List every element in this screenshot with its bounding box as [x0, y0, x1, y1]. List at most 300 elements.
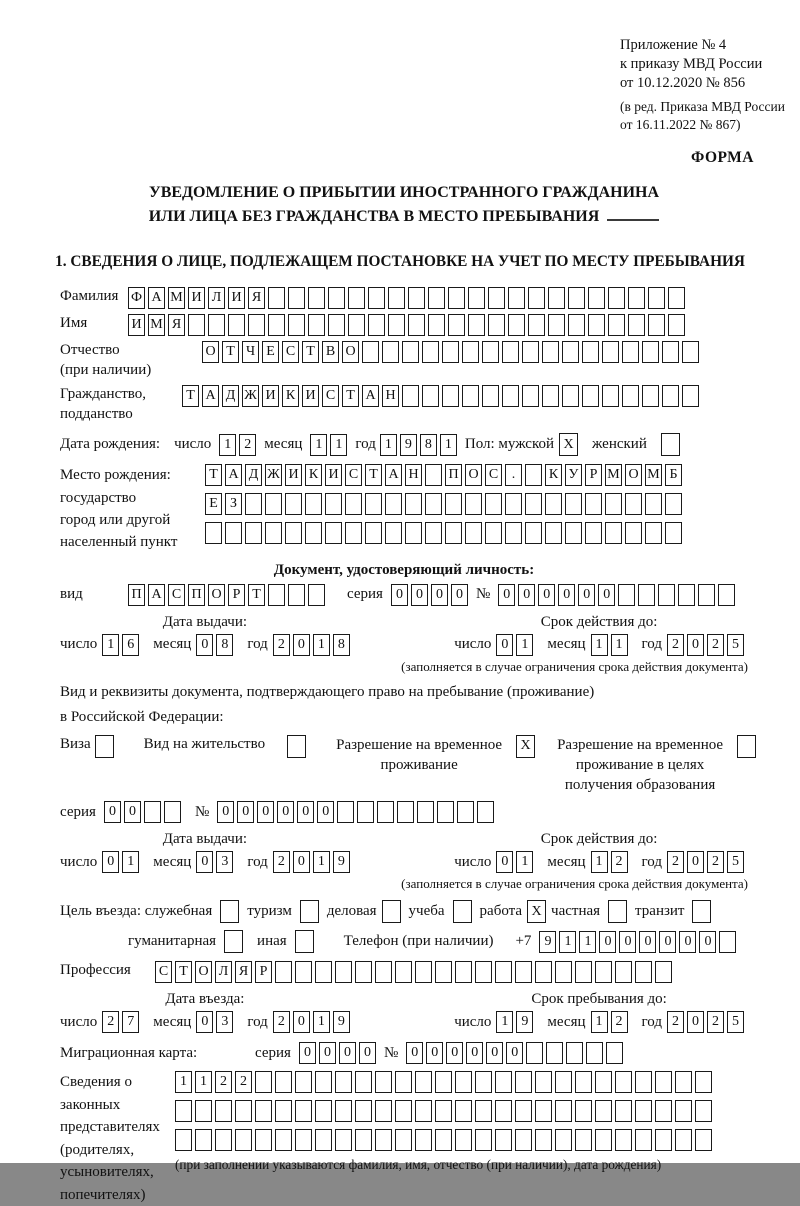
char-box[interactable]: Р — [585, 464, 602, 486]
char-box[interactable] — [718, 584, 735, 606]
char-box[interactable] — [622, 341, 639, 363]
char-box[interactable]: 8 — [216, 634, 233, 656]
char-box[interactable]: 1 — [591, 634, 608, 656]
char-box[interactable] — [545, 522, 562, 544]
char-box[interactable] — [355, 1071, 372, 1093]
char-box[interactable] — [495, 1129, 512, 1151]
char-box[interactable] — [455, 1071, 472, 1093]
char-box[interactable]: П — [445, 464, 462, 486]
char-box[interactable] — [357, 801, 374, 823]
char-box[interactable] — [315, 1071, 332, 1093]
char-box[interactable] — [526, 1042, 543, 1064]
char-box[interactable] — [435, 961, 452, 983]
char-box[interactable] — [508, 314, 525, 336]
char-box[interactable]: . — [505, 464, 522, 486]
char-box[interactable]: О — [202, 341, 219, 363]
char-box[interactable]: 0 — [518, 584, 535, 606]
char-box[interactable] — [365, 522, 382, 544]
char-box[interactable] — [468, 287, 485, 309]
char-box[interactable]: Л — [208, 287, 225, 309]
residence-permit-checkbox[interactable] — [287, 735, 306, 758]
char-box[interactable] — [645, 522, 662, 544]
char-box[interactable] — [575, 1100, 592, 1122]
char-box[interactable]: 7 — [122, 1011, 139, 1033]
char-box[interactable]: 2 — [102, 1011, 119, 1033]
char-box[interactable]: 0 — [451, 584, 468, 606]
char-box[interactable]: Н — [382, 385, 399, 407]
char-box[interactable] — [395, 961, 412, 983]
purpose-private-checkbox[interactable] — [608, 900, 627, 923]
char-box[interactable] — [337, 801, 354, 823]
char-box[interactable] — [402, 341, 419, 363]
char-box[interactable] — [305, 493, 322, 515]
char-box[interactable] — [462, 385, 479, 407]
char-box[interactable] — [502, 341, 519, 363]
char-box[interactable]: 0 — [217, 801, 234, 823]
char-box[interactable] — [295, 1129, 312, 1151]
char-box[interactable] — [225, 522, 242, 544]
char-box[interactable] — [648, 287, 665, 309]
char-box[interactable] — [315, 1100, 332, 1122]
char-box[interactable]: С — [155, 961, 172, 983]
char-box[interactable] — [422, 385, 439, 407]
char-box[interactable] — [602, 385, 619, 407]
char-box[interactable] — [448, 287, 465, 309]
char-box[interactable] — [665, 493, 682, 515]
char-box[interactable] — [482, 385, 499, 407]
char-box[interactable]: 2 — [667, 851, 684, 873]
char-box[interactable] — [595, 961, 612, 983]
char-box[interactable] — [405, 522, 422, 544]
char-box[interactable]: 0 — [687, 634, 704, 656]
char-box[interactable] — [622, 385, 639, 407]
char-box[interactable]: Р — [255, 961, 272, 983]
char-box[interactable]: 0 — [431, 584, 448, 606]
char-box[interactable]: 1 — [440, 434, 457, 456]
char-box[interactable] — [265, 493, 282, 515]
char-box[interactable] — [682, 341, 699, 363]
char-box[interactable] — [275, 1100, 292, 1122]
char-box[interactable] — [475, 1071, 492, 1093]
char-box[interactable] — [502, 385, 519, 407]
char-box[interactable] — [528, 287, 545, 309]
char-box[interactable] — [595, 1100, 612, 1122]
char-box[interactable]: И — [302, 385, 319, 407]
char-box[interactable]: 2 — [707, 1011, 724, 1033]
char-box[interactable] — [368, 287, 385, 309]
char-box[interactable]: А — [148, 287, 165, 309]
char-box[interactable]: И — [128, 314, 145, 336]
char-box[interactable] — [545, 493, 562, 515]
char-box[interactable] — [628, 287, 645, 309]
char-box[interactable] — [648, 314, 665, 336]
char-box[interactable]: М — [148, 314, 165, 336]
char-box[interactable]: 8 — [333, 634, 350, 656]
char-box[interactable]: И — [262, 385, 279, 407]
char-box[interactable]: Ф — [128, 287, 145, 309]
char-box[interactable]: 3 — [216, 851, 233, 873]
char-box[interactable] — [328, 287, 345, 309]
char-box[interactable]: Л — [215, 961, 232, 983]
char-box[interactable] — [408, 314, 425, 336]
char-box[interactable]: 0 — [102, 851, 119, 873]
char-box[interactable] — [328, 314, 345, 336]
char-box[interactable]: 0 — [196, 634, 213, 656]
char-box[interactable] — [188, 314, 205, 336]
char-box[interactable]: Т — [365, 464, 382, 486]
char-box[interactable] — [255, 1129, 272, 1151]
char-box[interactable] — [417, 801, 434, 823]
char-box[interactable]: 1 — [591, 851, 608, 873]
char-box[interactable] — [235, 1100, 252, 1122]
char-box[interactable]: 2 — [707, 634, 724, 656]
char-box[interactable] — [515, 1100, 532, 1122]
char-box[interactable] — [248, 314, 265, 336]
char-box[interactable]: Д — [222, 385, 239, 407]
char-box[interactable]: 1 — [591, 1011, 608, 1033]
char-box[interactable]: 1 — [310, 434, 327, 456]
char-box[interactable]: Р — [228, 584, 245, 606]
char-box[interactable] — [285, 522, 302, 544]
char-box[interactable] — [388, 314, 405, 336]
char-box[interactable] — [505, 522, 522, 544]
char-box[interactable]: Т — [302, 341, 319, 363]
char-box[interactable] — [635, 1071, 652, 1093]
char-box[interactable] — [275, 961, 292, 983]
char-box[interactable] — [385, 522, 402, 544]
char-box[interactable] — [397, 801, 414, 823]
char-box[interactable] — [462, 341, 479, 363]
char-box[interactable] — [582, 385, 599, 407]
char-box[interactable]: Д — [245, 464, 262, 486]
char-box[interactable] — [615, 1129, 632, 1151]
char-box[interactable]: М — [605, 464, 622, 486]
char-box[interactable] — [548, 314, 565, 336]
char-box[interactable]: В — [322, 341, 339, 363]
char-box[interactable] — [268, 314, 285, 336]
char-box[interactable] — [395, 1100, 412, 1122]
char-box[interactable]: 1 — [330, 434, 347, 456]
char-box[interactable] — [585, 493, 602, 515]
char-box[interactable] — [295, 1100, 312, 1122]
char-box[interactable] — [345, 493, 362, 515]
char-box[interactable] — [428, 287, 445, 309]
char-box[interactable] — [522, 385, 539, 407]
char-box[interactable]: О — [208, 584, 225, 606]
char-box[interactable]: А — [202, 385, 219, 407]
char-box[interactable]: 0 — [558, 584, 575, 606]
char-box[interactable] — [385, 493, 402, 515]
char-box[interactable] — [408, 287, 425, 309]
char-box[interactable]: С — [282, 341, 299, 363]
char-box[interactable]: 0 — [498, 584, 515, 606]
char-box[interactable]: 1 — [496, 1011, 513, 1033]
char-box[interactable]: 5 — [727, 851, 744, 873]
char-box[interactable]: М — [645, 464, 662, 486]
char-box[interactable] — [588, 287, 605, 309]
char-box[interactable] — [508, 287, 525, 309]
char-box[interactable]: М — [168, 287, 185, 309]
char-box[interactable] — [635, 961, 652, 983]
char-box[interactable]: 0 — [299, 1042, 316, 1064]
char-box[interactable] — [362, 341, 379, 363]
char-box[interactable] — [675, 1071, 692, 1093]
char-box[interactable]: 2 — [273, 851, 290, 873]
char-box[interactable] — [628, 314, 645, 336]
char-box[interactable] — [228, 314, 245, 336]
char-box[interactable] — [575, 961, 592, 983]
char-box[interactable] — [435, 1129, 452, 1151]
char-box[interactable] — [315, 1129, 332, 1151]
char-box[interactable] — [546, 1042, 563, 1064]
char-box[interactable] — [535, 961, 552, 983]
char-box[interactable] — [562, 385, 579, 407]
char-box[interactable] — [215, 1129, 232, 1151]
char-box[interactable]: 0 — [446, 1042, 463, 1064]
char-box[interactable] — [415, 1129, 432, 1151]
sex-female-checkbox[interactable] — [661, 433, 680, 456]
char-box[interactable]: 1 — [313, 1011, 330, 1033]
char-box[interactable] — [642, 385, 659, 407]
char-box[interactable]: И — [285, 464, 302, 486]
char-box[interactable]: С — [345, 464, 362, 486]
char-box[interactable] — [295, 961, 312, 983]
char-box[interactable] — [542, 341, 559, 363]
char-box[interactable] — [568, 314, 585, 336]
char-box[interactable] — [695, 1100, 712, 1122]
char-box[interactable] — [325, 522, 342, 544]
char-box[interactable]: Т — [248, 584, 265, 606]
char-box[interactable] — [525, 464, 542, 486]
char-box[interactable] — [382, 341, 399, 363]
char-box[interactable] — [348, 314, 365, 336]
char-box[interactable]: Т — [182, 385, 199, 407]
char-box[interactable] — [568, 287, 585, 309]
char-box[interactable]: И — [188, 287, 205, 309]
char-box[interactable] — [268, 584, 285, 606]
char-box[interactable] — [245, 493, 262, 515]
char-box[interactable] — [585, 522, 602, 544]
char-box[interactable] — [582, 341, 599, 363]
char-box[interactable]: 0 — [496, 634, 513, 656]
char-box[interactable]: 0 — [496, 851, 513, 873]
char-box[interactable] — [522, 341, 539, 363]
char-box[interactable]: 1 — [175, 1071, 192, 1093]
char-box[interactable] — [698, 584, 715, 606]
char-box[interactable]: У — [565, 464, 582, 486]
char-box[interactable] — [495, 1071, 512, 1093]
char-box[interactable] — [655, 1100, 672, 1122]
char-box[interactable] — [348, 287, 365, 309]
char-box[interactable] — [335, 961, 352, 983]
char-box[interactable] — [415, 1071, 432, 1093]
purpose-transit-checkbox[interactable] — [692, 900, 711, 923]
char-box[interactable] — [402, 385, 419, 407]
char-box[interactable]: 0 — [687, 851, 704, 873]
char-box[interactable] — [368, 314, 385, 336]
char-box[interactable] — [575, 1129, 592, 1151]
char-box[interactable] — [175, 1129, 192, 1151]
char-box[interactable] — [375, 1071, 392, 1093]
char-box[interactable]: Я — [248, 287, 265, 309]
char-box[interactable] — [325, 493, 342, 515]
char-box[interactable] — [455, 1129, 472, 1151]
char-box[interactable] — [415, 1100, 432, 1122]
char-box[interactable]: 0 — [506, 1042, 523, 1064]
char-box[interactable] — [608, 314, 625, 336]
char-box[interactable] — [475, 961, 492, 983]
char-box[interactable]: Т — [205, 464, 222, 486]
char-box[interactable] — [605, 493, 622, 515]
char-box[interactable] — [675, 1100, 692, 1122]
char-box[interactable]: 2 — [611, 851, 628, 873]
purpose-other-checkbox[interactable] — [295, 930, 314, 953]
char-box[interactable] — [305, 522, 322, 544]
char-box[interactable] — [475, 1100, 492, 1122]
temp-residence-checkbox[interactable]: X — [516, 735, 535, 758]
char-box[interactable]: А — [385, 464, 402, 486]
char-box[interactable]: 1 — [579, 931, 596, 953]
char-box[interactable] — [205, 522, 222, 544]
char-box[interactable]: 0 — [359, 1042, 376, 1064]
char-box[interactable]: 0 — [196, 851, 213, 873]
char-box[interactable] — [308, 584, 325, 606]
char-box[interactable] — [308, 287, 325, 309]
char-box[interactable] — [668, 287, 685, 309]
char-box[interactable]: П — [128, 584, 145, 606]
char-box[interactable] — [695, 1129, 712, 1151]
char-box[interactable] — [365, 493, 382, 515]
char-box[interactable] — [445, 522, 462, 544]
char-box[interactable]: 1 — [313, 634, 330, 656]
char-box[interactable]: 9 — [539, 931, 556, 953]
char-box[interactable] — [375, 961, 392, 983]
char-box[interactable] — [495, 1100, 512, 1122]
char-box[interactable] — [678, 584, 695, 606]
char-box[interactable] — [615, 1071, 632, 1093]
char-box[interactable] — [638, 584, 655, 606]
char-box[interactable]: 0 — [578, 584, 595, 606]
char-box[interactable]: 0 — [406, 1042, 423, 1064]
char-box[interactable]: С — [322, 385, 339, 407]
char-box[interactable] — [355, 1129, 372, 1151]
char-box[interactable]: 0 — [293, 1011, 310, 1033]
char-box[interactable]: О — [465, 464, 482, 486]
char-box[interactable]: 0 — [297, 801, 314, 823]
temp-residence-edu-checkbox[interactable] — [737, 735, 756, 758]
char-box[interactable] — [655, 1129, 672, 1151]
char-box[interactable]: 2 — [707, 851, 724, 873]
purpose-study-checkbox[interactable] — [453, 900, 472, 923]
char-box[interactable] — [195, 1129, 212, 1151]
char-box[interactable] — [595, 1071, 612, 1093]
char-box[interactable]: 0 — [237, 801, 254, 823]
char-box[interactable] — [618, 584, 635, 606]
char-box[interactable]: 0 — [293, 634, 310, 656]
char-box[interactable] — [602, 341, 619, 363]
char-box[interactable]: 0 — [679, 931, 696, 953]
char-box[interactable]: Т — [175, 961, 192, 983]
char-box[interactable]: И — [228, 287, 245, 309]
char-box[interactable] — [457, 801, 474, 823]
char-box[interactable]: 1 — [611, 634, 628, 656]
char-box[interactable]: А — [362, 385, 379, 407]
char-box[interactable]: С — [485, 464, 502, 486]
char-box[interactable]: 0 — [104, 801, 121, 823]
char-box[interactable] — [477, 801, 494, 823]
char-box[interactable] — [615, 1100, 632, 1122]
char-box[interactable]: 0 — [124, 801, 141, 823]
visa-checkbox[interactable] — [95, 735, 114, 758]
char-box[interactable]: Я — [168, 314, 185, 336]
char-box[interactable]: 0 — [411, 584, 428, 606]
char-box[interactable]: О — [625, 464, 642, 486]
char-box[interactable]: 3 — [216, 1011, 233, 1033]
char-box[interactable] — [548, 287, 565, 309]
char-box[interactable]: 2 — [667, 634, 684, 656]
char-box[interactable] — [535, 1129, 552, 1151]
char-box[interactable] — [388, 287, 405, 309]
char-box[interactable] — [658, 584, 675, 606]
char-box[interactable] — [442, 341, 459, 363]
char-box[interactable] — [615, 961, 632, 983]
char-box[interactable] — [255, 1071, 272, 1093]
char-box[interactable] — [682, 385, 699, 407]
char-box[interactable] — [515, 1071, 532, 1093]
char-box[interactable] — [435, 1071, 452, 1093]
char-box[interactable]: А — [225, 464, 242, 486]
char-box[interactable] — [695, 1071, 712, 1093]
char-box[interactable]: 0 — [619, 931, 636, 953]
char-box[interactable] — [635, 1100, 652, 1122]
char-box[interactable]: 2 — [667, 1011, 684, 1033]
char-box[interactable] — [448, 314, 465, 336]
char-box[interactable] — [175, 1100, 192, 1122]
char-box[interactable]: 1 — [195, 1071, 212, 1093]
char-box[interactable] — [195, 1100, 212, 1122]
char-box[interactable] — [566, 1042, 583, 1064]
char-box[interactable]: 5 — [727, 634, 744, 656]
char-box[interactable]: Я — [235, 961, 252, 983]
char-box[interactable] — [515, 961, 532, 983]
char-box[interactable] — [565, 522, 582, 544]
char-box[interactable] — [275, 1071, 292, 1093]
char-box[interactable] — [542, 385, 559, 407]
char-box[interactable]: 0 — [426, 1042, 443, 1064]
char-box[interactable]: 1 — [122, 851, 139, 873]
char-box[interactable] — [288, 287, 305, 309]
char-box[interactable] — [642, 341, 659, 363]
char-box[interactable] — [288, 314, 305, 336]
char-box[interactable] — [535, 1100, 552, 1122]
char-box[interactable] — [315, 961, 332, 983]
char-box[interactable] — [428, 314, 445, 336]
char-box[interactable]: 0 — [391, 584, 408, 606]
char-box[interactable] — [235, 1129, 252, 1151]
char-box[interactable]: 0 — [319, 1042, 336, 1064]
char-box[interactable] — [335, 1129, 352, 1151]
char-box[interactable] — [488, 314, 505, 336]
char-box[interactable]: Ж — [265, 464, 282, 486]
char-box[interactable]: 2 — [273, 634, 290, 656]
char-box[interactable]: А — [148, 584, 165, 606]
char-box[interactable] — [625, 493, 642, 515]
char-box[interactable] — [265, 522, 282, 544]
char-box[interactable]: 0 — [277, 801, 294, 823]
char-box[interactable] — [505, 493, 522, 515]
char-box[interactable] — [625, 522, 642, 544]
char-box[interactable] — [525, 493, 542, 515]
